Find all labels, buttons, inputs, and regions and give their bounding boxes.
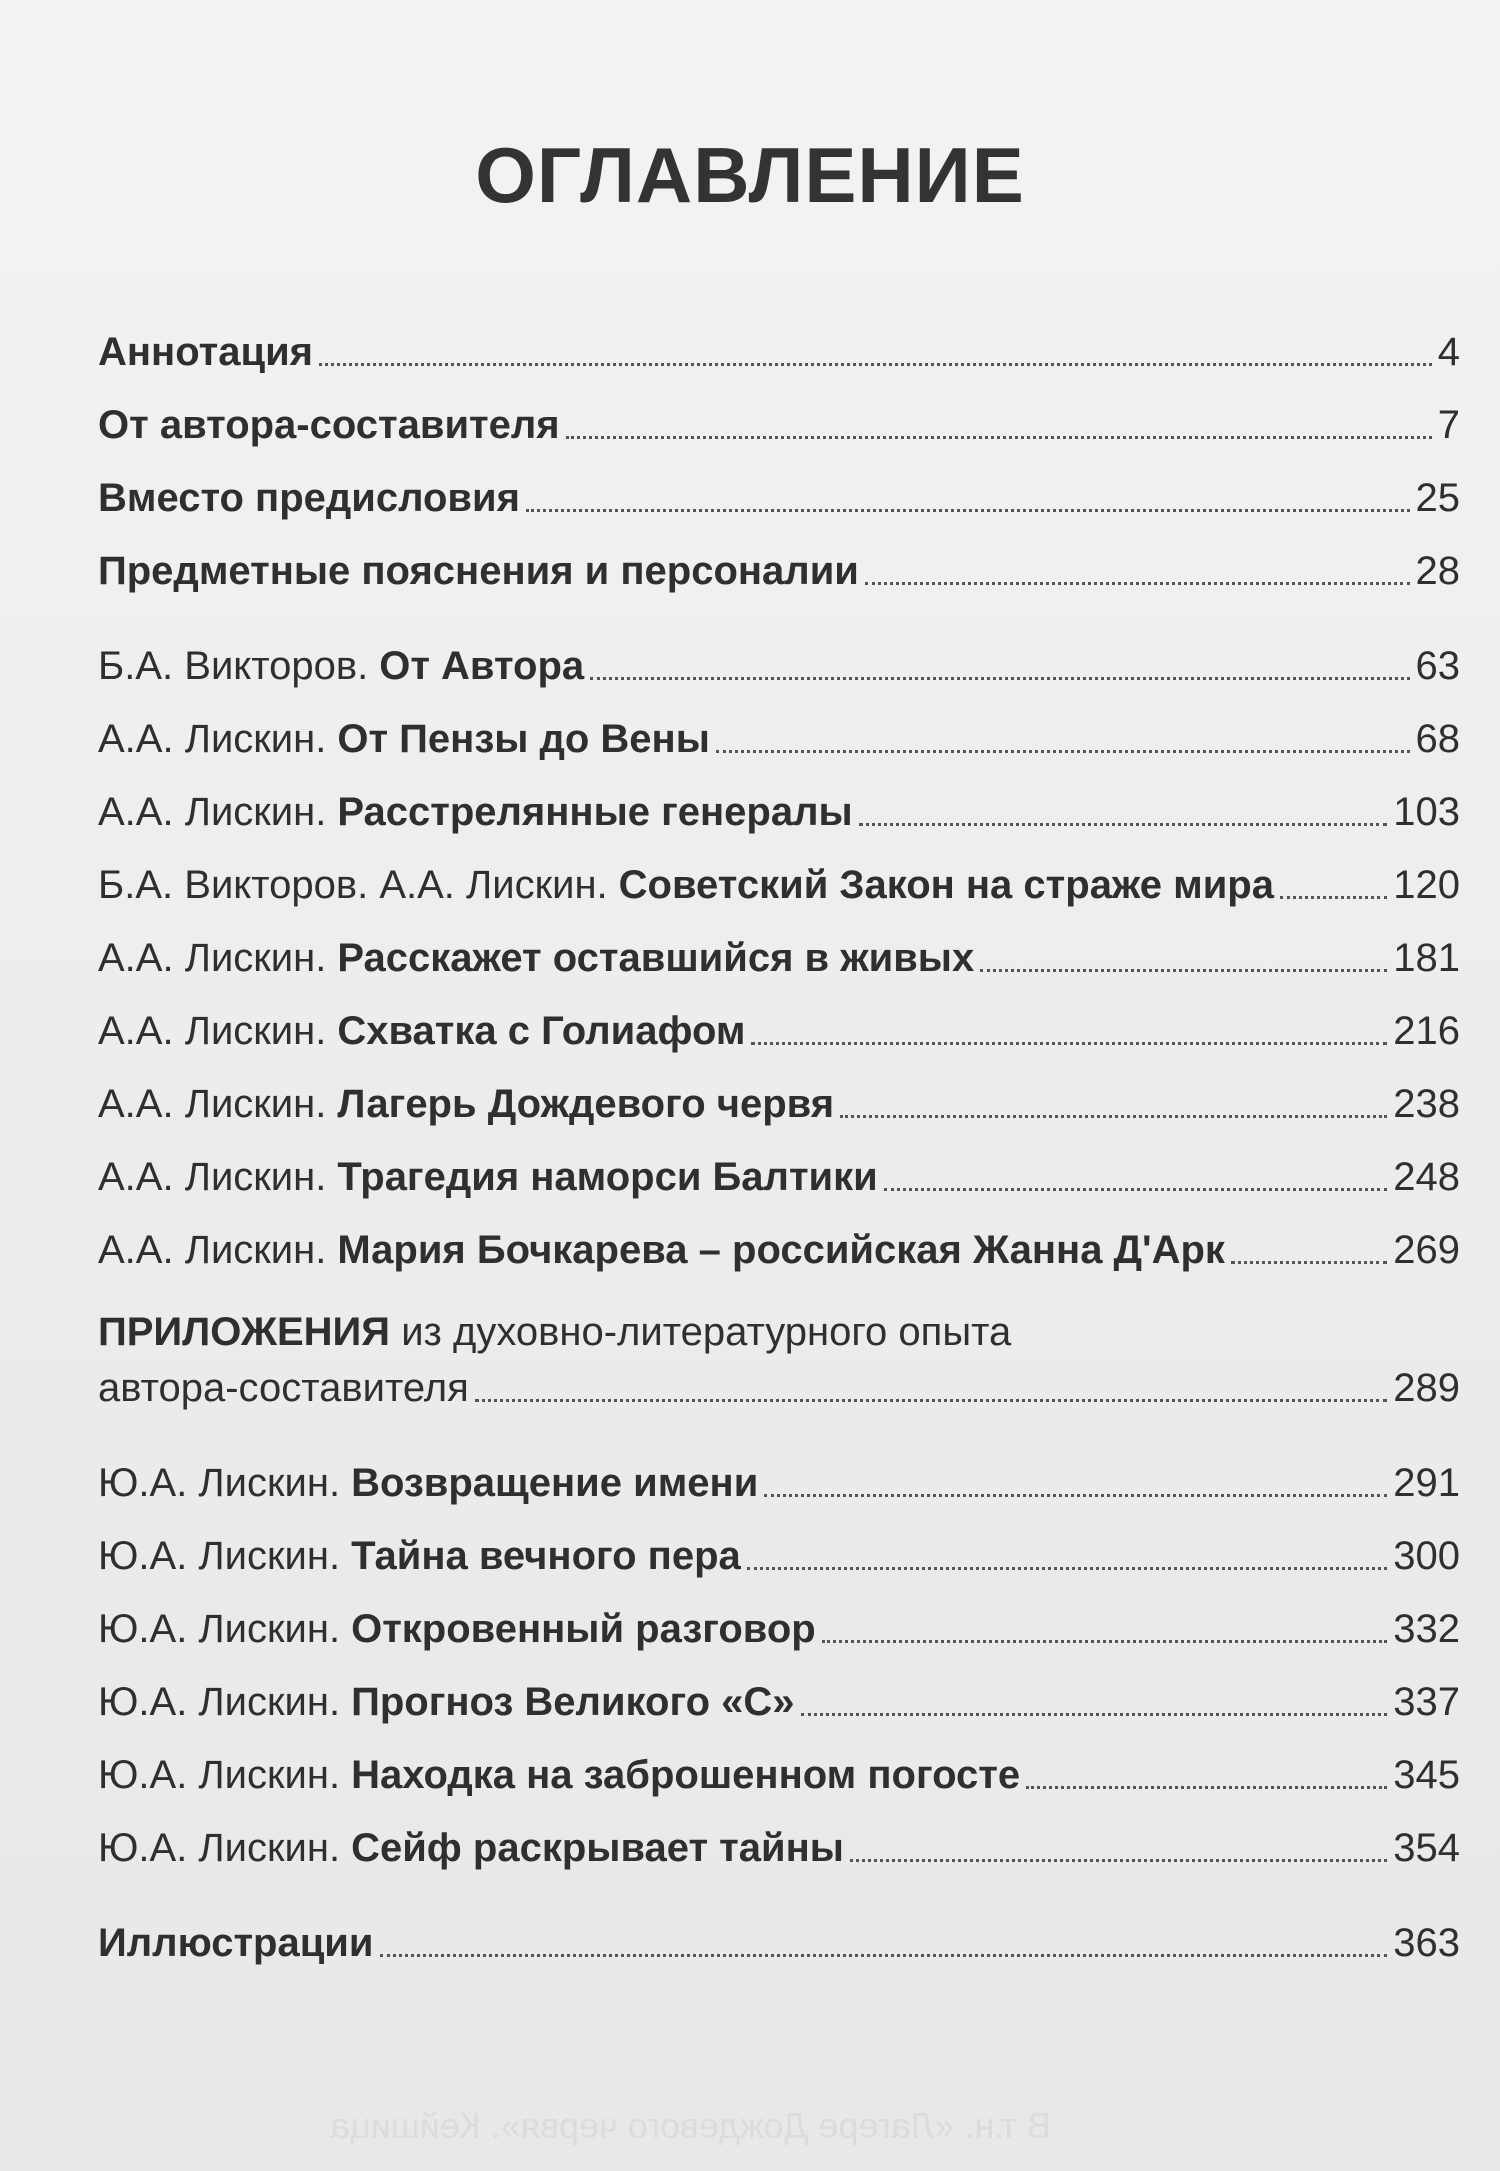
toc-entry-page: 7: [1437, 403, 1460, 447]
toc-entry-heading: Советский Закон на страже мира: [618, 863, 1274, 907]
toc-entry: [98, 539, 1460, 595]
toc-entry-page: 103: [1393, 790, 1460, 834]
toc-entry-page: 63: [1415, 644, 1460, 688]
toc-entry-page: 332: [1393, 1607, 1460, 1651]
toc-entry-author: А.А. Лискин.: [98, 1155, 327, 1199]
toc-entry: [98, 1743, 1460, 1799]
toc-entry-heading: Тайна вечного пера: [351, 1534, 741, 1578]
toc-entry-heading: Аннотация: [98, 330, 313, 374]
toc-entry-author: А.А. Лискин.: [98, 1228, 327, 1272]
leader-dots: [801, 1713, 1388, 1716]
leader-dots: [840, 1115, 1387, 1118]
toc-entry-page: 28: [1415, 549, 1460, 593]
toc-entry-page: 345: [1393, 1753, 1460, 1797]
leader-dots: [1026, 1786, 1387, 1789]
toc-entry-heading: Прогноз Великого «С»: [351, 1680, 795, 1724]
toc-entry: [98, 780, 1460, 836]
toc-entry-page: 120: [1393, 863, 1460, 907]
toc-entry: [98, 466, 1460, 522]
leader-dots: [1280, 896, 1387, 899]
toc-entry: [98, 1072, 1460, 1128]
leader-dots: [747, 1567, 1387, 1570]
toc-entry-page: 363: [1393, 1921, 1460, 1965]
leader-dots: [859, 823, 1388, 826]
toc-entry: [98, 926, 1460, 982]
leader-dots: [980, 969, 1387, 972]
leader-dots: [716, 750, 1410, 753]
leader-dots: [566, 436, 1432, 439]
leader-dots: [822, 1640, 1388, 1643]
toc-entry-heading: Находка на заброшенном погосте: [351, 1753, 1021, 1797]
toc-entry: [98, 999, 1460, 1055]
toc-entry-author: Ю.А. Лискин.: [98, 1753, 341, 1797]
toc-entry-heading: Схватка с Голиафом: [337, 1009, 746, 1053]
toc-entry-heading: Возвращение имени: [351, 1461, 759, 1505]
appendix-subtitle-cont: автора-составителя: [98, 1366, 469, 1410]
toc-entry-page: 291: [1393, 1461, 1460, 1505]
bleed-through-text: В т.н. «Лагере Дождевого червя». Кейшица: [330, 2105, 1051, 2146]
toc-entry: [98, 1911, 1460, 1967]
toc-entry-page: 289: [1393, 1366, 1460, 1410]
leader-dots: [1231, 1261, 1387, 1264]
toc-entry-heading: Иллюстрации: [98, 1921, 374, 1965]
leader-dots: [319, 363, 1432, 366]
toc-entry-author: А.А. Лискин.: [98, 1009, 327, 1053]
page-title: ОГЛАВЛЕНИЕ: [475, 131, 1025, 219]
toc-entry: [98, 1218, 1460, 1274]
toc-entry: [98, 1524, 1460, 1580]
toc-entry-author: Ю.А. Лискин.: [98, 1607, 341, 1651]
toc-entry-page: 248: [1393, 1155, 1460, 1199]
toc-entry-heading: Мария Бочкарева – российская Жанна Д'Арк: [337, 1228, 1225, 1272]
toc-entry: [98, 707, 1460, 763]
leader-dots: [764, 1494, 1387, 1497]
toc-entry-author: А.А. Лискин.: [98, 717, 327, 761]
toc-entry-page: 238: [1393, 1082, 1460, 1126]
toc-entry-heading: Лагерь Дождевого червя: [337, 1082, 835, 1126]
toc-entry-heading: Откровенный разговор: [351, 1607, 816, 1651]
toc-entry-author: Б.А. Викторов. А.А. Лискин.: [98, 863, 608, 907]
toc-entry: [98, 1816, 1460, 1872]
toc-entry: [98, 1356, 1460, 1412]
toc-entry-page: 337: [1393, 1680, 1460, 1724]
toc-entry-heading: От Пензы до Вены: [337, 717, 710, 761]
toc-entry-heading: Вместо предисловия: [98, 476, 520, 520]
toc-entry: [98, 1597, 1460, 1653]
leader-dots: [526, 509, 1410, 512]
toc-entry-heading: Трагедия наморси Балтики: [337, 1155, 878, 1199]
toc-entry-page: 68: [1415, 717, 1460, 761]
toc-entry-author: Ю.А. Лискин.: [98, 1680, 341, 1724]
toc-entry: [98, 634, 1460, 690]
appendix-heading-line: [98, 1308, 1011, 1356]
leader-dots: [850, 1859, 1387, 1862]
toc-entry-heading: От Автора: [379, 644, 585, 688]
toc-entry-author: Ю.А. Лискин.: [98, 1461, 341, 1505]
toc-entry-page: 181: [1393, 936, 1460, 980]
toc-entry-page: 4: [1437, 330, 1460, 374]
leader-dots: [590, 677, 1409, 680]
toc-entry-author: Б.А. Викторов.: [98, 644, 369, 688]
toc-entry-page: 269: [1393, 1228, 1460, 1272]
toc-entry: [98, 320, 1460, 376]
toc-entry-page: 216: [1393, 1009, 1460, 1053]
toc-entry-page: 300: [1393, 1534, 1460, 1578]
toc-entry-page: 354: [1393, 1826, 1460, 1870]
toc-entry-heading: Предметные пояснения и персоналии: [98, 549, 859, 593]
leader-dots: [751, 1042, 1387, 1045]
toc-entry: [98, 393, 1460, 449]
toc-entry-author: А.А. Лискин.: [98, 1082, 327, 1126]
toc-entry-author: Ю.А. Лискин.: [98, 1826, 341, 1870]
toc-entry-heading: Расскажет оставшийся в живых: [337, 936, 975, 980]
toc-entry-heading: Расстрелянные генералы: [337, 790, 853, 834]
leader-dots: [884, 1188, 1387, 1191]
appendix-subtitle: из духовно-литературного опыта: [401, 1310, 1012, 1354]
toc-entry-page: 25: [1415, 476, 1460, 520]
leader-dots: [865, 582, 1410, 585]
toc-entry: [98, 1145, 1460, 1201]
appendix-heading: ПРИЛОЖЕНИЯ: [98, 1310, 391, 1354]
toc-entry: [98, 1451, 1460, 1507]
toc-entry: [98, 1670, 1460, 1726]
toc-entry-author: А.А. Лискин.: [98, 790, 327, 834]
toc-entry-heading: От автора-составителя: [98, 403, 560, 447]
toc-entry: [98, 853, 1460, 909]
toc-entry-author: Ю.А. Лискин.: [98, 1534, 341, 1578]
toc-entry-author: А.А. Лискин.: [98, 936, 327, 980]
leader-dots: [380, 1954, 1388, 1957]
leader-dots: [475, 1399, 1388, 1402]
toc-entry-heading: Сейф раскрывает тайны: [351, 1826, 844, 1870]
